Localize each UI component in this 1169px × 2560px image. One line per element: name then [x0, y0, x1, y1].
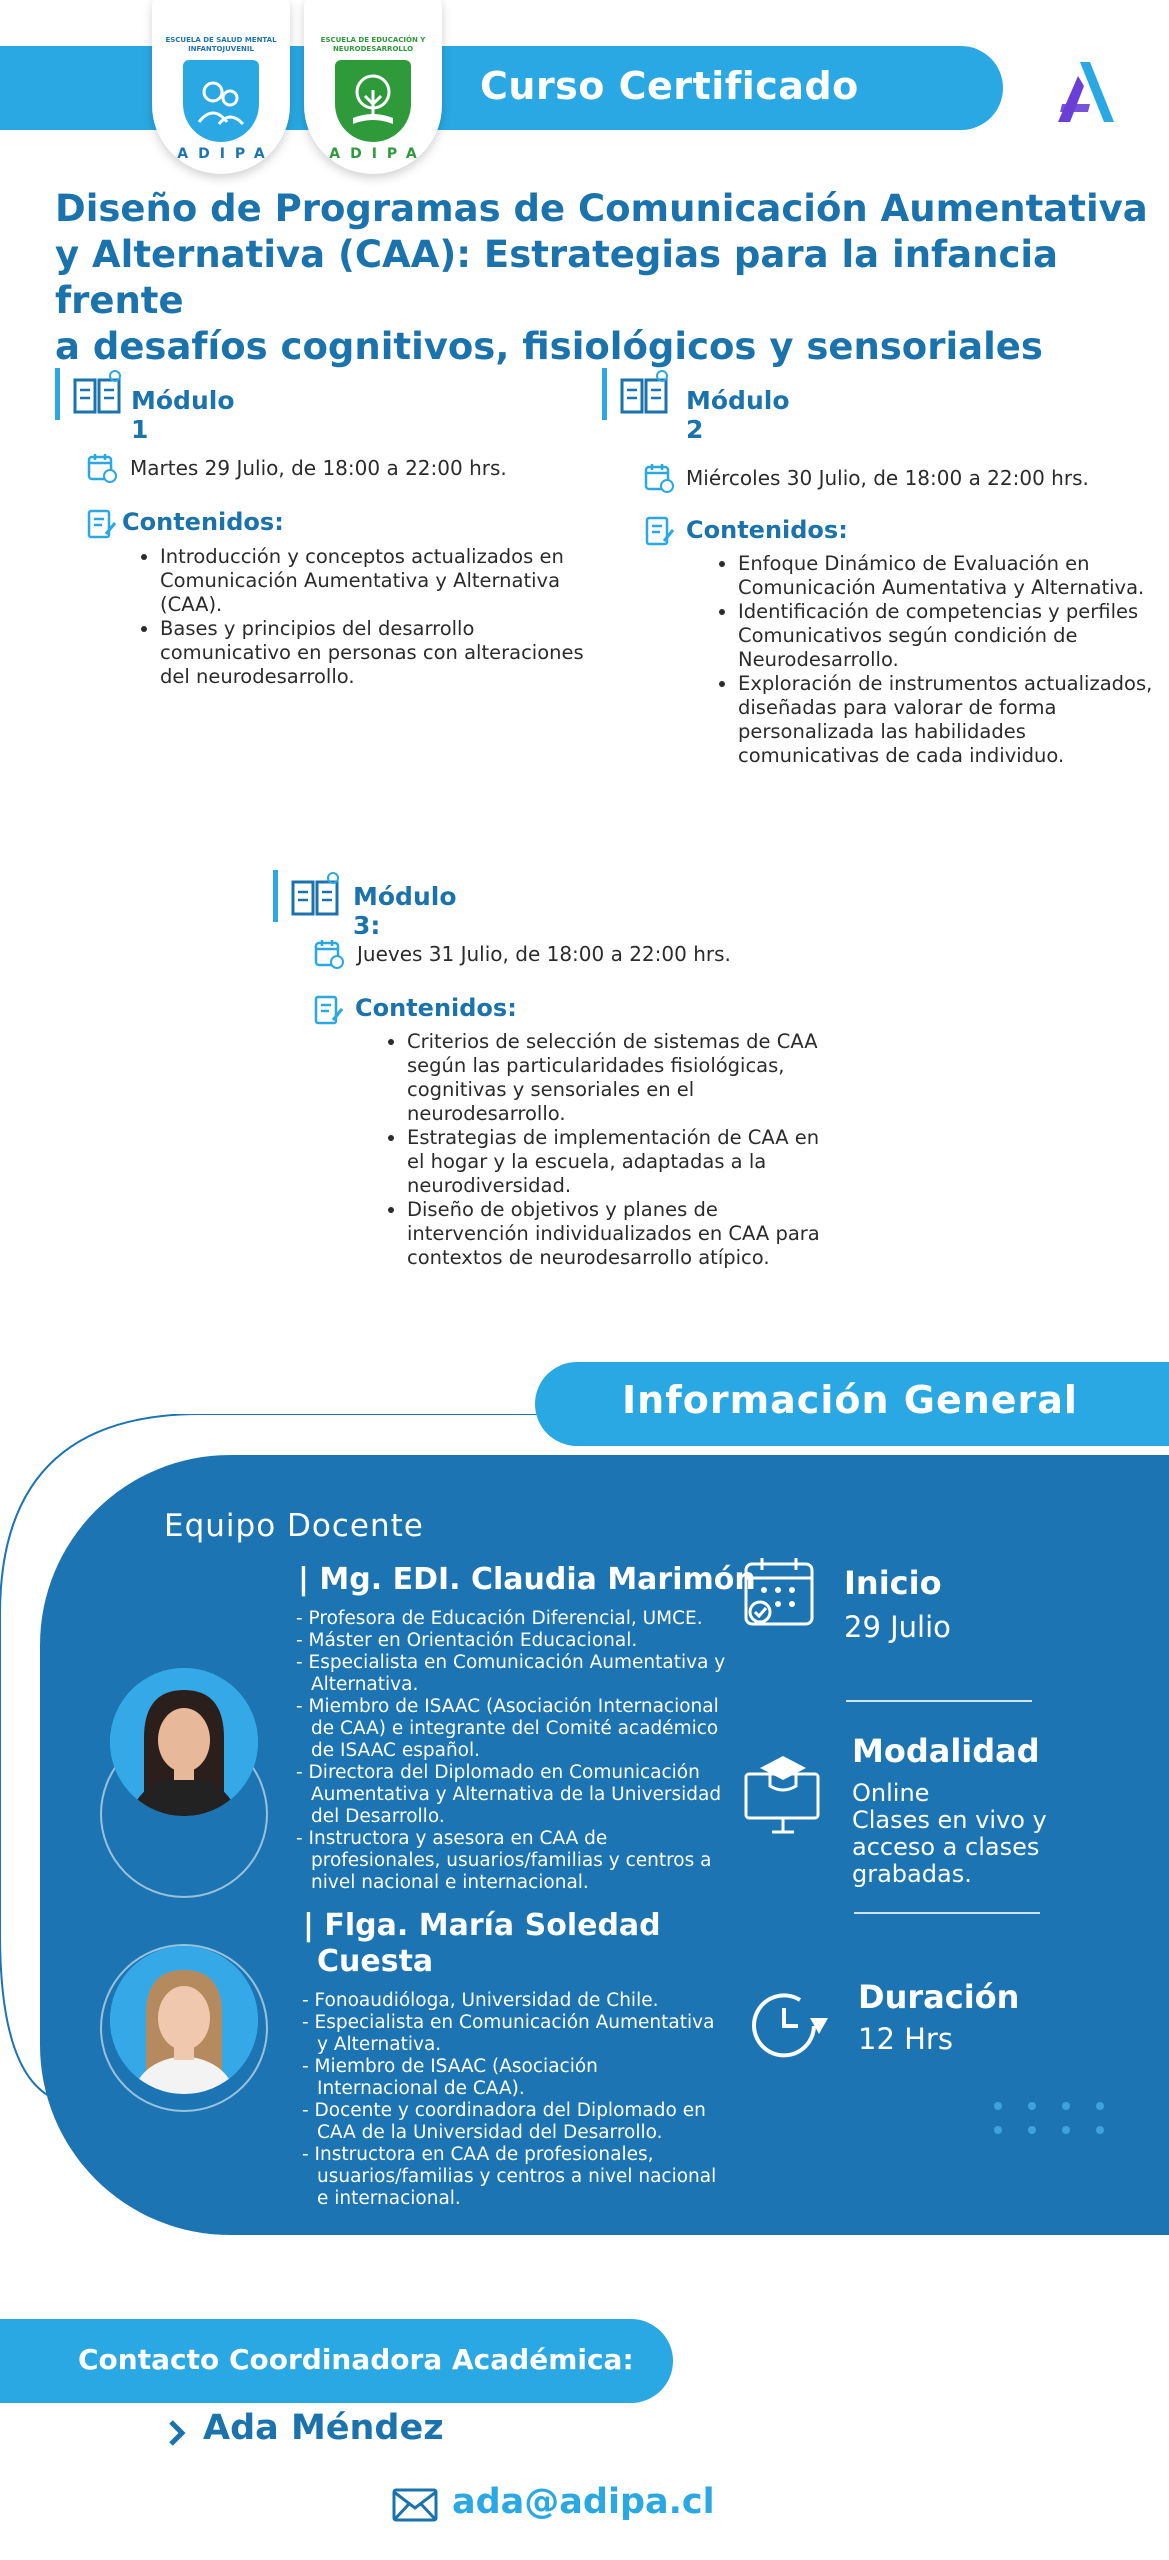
list-item: e internacional. [317, 2188, 461, 2209]
list-item: - Fonoaudióloga, Universidad de Chile. [302, 1990, 659, 2011]
badge-left-footer: ADIPA [177, 146, 275, 162]
book-bulb-icon [618, 368, 672, 416]
module-3-contents-list [375, 1030, 827, 1270]
mode-detail-1: Clases en vivo y [852, 1806, 1047, 1834]
mode-value: Online [852, 1779, 930, 1807]
calendar-clock-icon [86, 452, 118, 484]
module-2-bar [602, 368, 607, 420]
clock-icon [748, 1988, 832, 2064]
module-1-contents-label: Contenidos: [122, 508, 284, 536]
mode-detail-2: acceso a clases [852, 1833, 1040, 1861]
start-label: Inicio [844, 1564, 942, 1602]
module-1-bar [55, 368, 60, 420]
module-3-date: Jueves 31 Julio, de 18:00 a 22:00 hrs. [357, 942, 731, 966]
teacher-1-avatar [110, 1668, 258, 1816]
course-title-line-2: y Alternativa (CAA): Estrategias para la infancia frente [55, 233, 1059, 322]
list-item: • Estrategias de implementación de CAA en el hogar y la escuela, adaptadas a la neurodiversidad. [407, 1126, 827, 1198]
list-item: • Diseño de objetivos y planes de intervención individualizados en CAA para contextos de neurodesarrollo atípico. [407, 1198, 827, 1270]
divider [854, 1912, 1040, 1914]
mail-icon [392, 2488, 438, 2522]
calendar-check-icon [742, 1556, 818, 1632]
list-item: usuarios/familias y centros a nivel nacional [317, 2166, 717, 2187]
badge-salud-mental [152, 0, 290, 174]
list-item: - Miembro de ISAAC (Asociación [302, 2056, 598, 2077]
shield-icon [183, 60, 259, 142]
course-type-label: Curso Certificado [480, 64, 859, 108]
module-2-date: Miércoles 30 Julio, de 18:00 a 22:00 hrs. [686, 466, 1089, 490]
duration-label: Duración [858, 1978, 1020, 2016]
duration-value: 12 Hrs [858, 2022, 953, 2056]
divider [846, 1700, 1032, 1702]
module-2-contents-list [706, 552, 1158, 768]
mode-label: Modalidad [852, 1732, 1040, 1770]
course-title-line-3: a desafíos cognitivos, fisiológicos y sensoriales [55, 325, 1043, 368]
list-item: • Bases y principios del desarrollo comunicativo en personas con alteraciones del neurodesarrollo. [160, 617, 600, 689]
list-item: Internacional de CAA). [317, 2078, 525, 2099]
book-bulb-icon [289, 870, 343, 918]
list-item: de ISAAC español. [311, 1740, 481, 1761]
team-title: Equipo Docente [164, 1508, 424, 1544]
list-item: y Alternativa. [317, 2034, 442, 2055]
list-item: - Máster en Orientación Educacional. [296, 1630, 638, 1651]
list-item: - Directora del Diplomado en Comunicación [296, 1762, 700, 1783]
decorative-dots [992, 2098, 1108, 2138]
badge-left-text: ESCUELA DE SALUD MENTAL INFANTOJUVENIL [165, 36, 277, 53]
course-title-line-1: Diseño de Programas de Comunicación Aumentativa [55, 187, 1148, 230]
badge-right-text: ESCUELA DE EDUCACIÓN Y NEURODESARROLLO [320, 36, 426, 53]
module-1-date: Martes 29 Julio, de 18:00 a 22:00 hrs. [130, 456, 507, 480]
list-item: CAA de la Universidad del Desarrollo. [317, 2122, 663, 2143]
teacher-2-name [303, 1908, 661, 1980]
start-value: 29 Julio [844, 1610, 951, 1644]
calendar-clock-icon [643, 462, 675, 494]
list-item: del Desarrollo. [311, 1806, 445, 1827]
contact-email-link[interactable]: ada@adipa.cl [452, 2482, 715, 2522]
list-item: • Criterios de selección de sistemas de CAA según las particularidades fisiológicas, cognitivas y sensoriales en el neurodesarrollo. [407, 1030, 827, 1126]
mode-detail-3: grabadas. [852, 1860, 972, 1888]
list-item: - Especialista en Comunicación Aumentativa [302, 2012, 715, 2033]
module-3-title: Módulo 3: [353, 882, 457, 940]
teacher-2-name-line-2: Cuesta [317, 1944, 434, 1979]
list-item: • Exploración de instrumentos actualizados, diseñadas para valorar de forma personalizada las habilidades comunicativas de cada individuo. [738, 672, 1158, 768]
list-item: Alternativa. [311, 1674, 419, 1695]
list-item: • Introducción y conceptos actualizados en Comunicación Aumentativa y Alternativa (CAA). [160, 545, 600, 617]
course-title [55, 186, 1155, 370]
module-1-title: Módulo 1 [131, 386, 235, 444]
module-1-contents-list [128, 545, 600, 689]
info-section-title: Información General [622, 1378, 1078, 1422]
adipa-logo-icon [1050, 56, 1120, 126]
list-item: • Enfoque Dinámico de Evaluación en Comunicación Aumentativa y Alternativa. [738, 552, 1158, 600]
contact-name: Ada Méndez [203, 2408, 444, 2448]
list-item: - Miembro de ISAAC (Asociación Internacional [296, 1696, 719, 1717]
teacher-2-avatar [110, 1946, 258, 2094]
module-3-bar [273, 870, 278, 922]
module-3-contents-label: Contenidos: [355, 994, 517, 1022]
teacher-2-name-line-1: | Flga. María Soledad [303, 1908, 661, 1943]
online-graduation-icon [742, 1748, 824, 1834]
list-item: - Profesora de Educación Diferencial, UMCE. [296, 1608, 703, 1629]
document-edit-icon [644, 515, 676, 547]
list-item: profesionales, usuarios/familias y centros a [311, 1850, 712, 1871]
teacher-2-credentials [302, 1990, 762, 2210]
list-item: nivel nacional e internacional. [311, 1872, 589, 1893]
calendar-clock-icon [313, 938, 345, 970]
book-bulb-icon [71, 368, 125, 416]
list-item: - Docente y coordinadora del Diplomado en [302, 2100, 706, 2121]
badge-right-footer: ADIPA [329, 146, 427, 162]
module-2-contents-label: Contenidos: [686, 516, 848, 544]
teacher-1-credentials [296, 1608, 756, 1894]
list-item: - Instructora en CAA de profesionales, [302, 2144, 654, 2165]
list-item: - Especialista en Comunicación Aumentativa y [296, 1652, 726, 1673]
document-edit-icon [86, 508, 118, 540]
list-item: Aumentativa y Alternativa de la Universidad [311, 1784, 722, 1805]
teacher-1-name: | Mg. EDI. Claudia Marimón [298, 1562, 756, 1597]
chevron-right-icon [166, 2418, 188, 2448]
list-item: de CAA) e integrante del Comité académico [311, 1718, 719, 1739]
module-2-title: Módulo 2 [686, 386, 790, 444]
contact-title: Contacto Coordinadora Académica: [78, 2343, 634, 2376]
document-edit-icon [313, 994, 345, 1026]
list-item: • Identificación de competencias y perfiles Comunicativos según condición de Neurodesarrollo. [738, 600, 1158, 672]
list-item: - Instructora y asesora en CAA de [296, 1828, 608, 1849]
badge-educacion [304, 0, 442, 174]
tree-book-icon [335, 60, 411, 142]
